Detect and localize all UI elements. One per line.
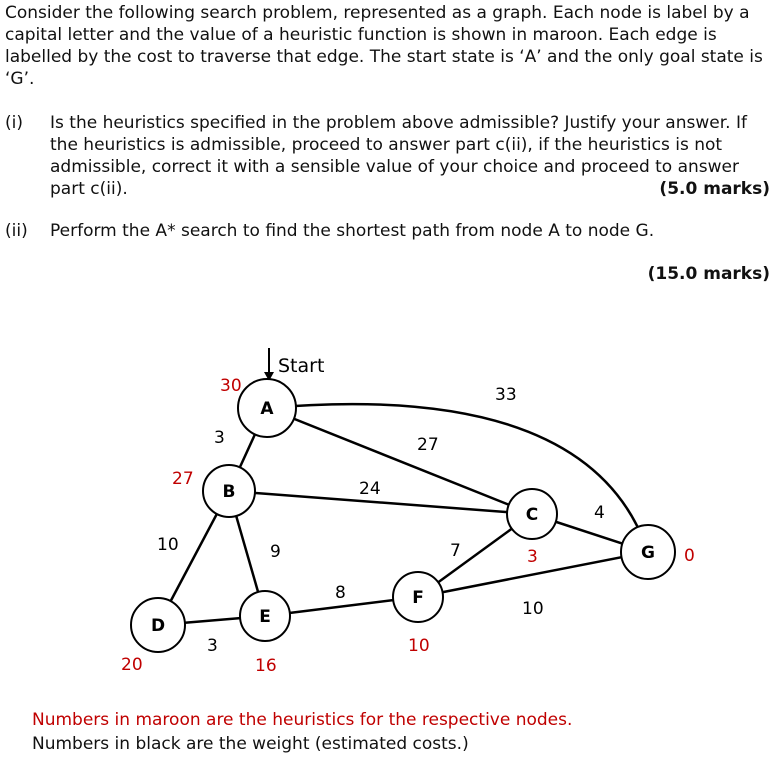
question-i-number: (i) <box>5 113 23 133</box>
edge-a-g <box>267 404 648 552</box>
weight-c-g: 4 <box>594 503 605 523</box>
heuristic-g: 0 <box>684 546 695 566</box>
heuristic-d: 20 <box>121 655 143 675</box>
weight-a-c: 27 <box>417 435 439 455</box>
weight-d-e: 3 <box>207 636 218 656</box>
node-d <box>131 598 185 652</box>
node-f-label: F <box>412 588 424 608</box>
heuristic-b: 27 <box>172 469 194 489</box>
node-e-label: E <box>259 607 271 627</box>
node-a <box>238 379 296 437</box>
heuristic-f: 10 <box>408 636 430 656</box>
question-ii-text: Perform the A* search to find the shortest path from node A to node G. <box>50 221 655 241</box>
node-c-label: C <box>525 505 539 525</box>
problem-intro: Consider the following search problem, represented as a graph. Each node is label by a capital letter and the value of a heuristic function is shown in maroon. Each edge is labelled by the cost to traverse that edge. The start state is ‘A’ and the only goal state is ‘G’. <box>5 3 763 89</box>
node-a-label: A <box>260 399 274 419</box>
weight-f-g: 10 <box>522 599 544 619</box>
question-ii-marks: (15.0 marks) <box>647 264 770 284</box>
weight-a-b: 3 <box>214 428 225 448</box>
legend-weight-note: Numbers in black are the weight (estimated costs.) <box>32 734 469 754</box>
heuristic-c: 3 <box>527 547 538 567</box>
weight-c-f: 7 <box>450 541 461 561</box>
weight-a-g: 33 <box>495 385 517 405</box>
node-g <box>621 525 675 579</box>
start-label: Start <box>278 355 325 377</box>
heuristic-a: 30 <box>220 376 242 396</box>
node-b-label: B <box>222 482 236 502</box>
legend-heuristic-note: Numbers in maroon are the heuristics for the respective nodes. <box>32 710 573 730</box>
weight-b-c: 24 <box>359 479 381 499</box>
node-b <box>203 465 255 517</box>
question-i-marks: (5.0 marks) <box>659 179 770 199</box>
node-g-label: G <box>641 543 655 563</box>
weight-b-d: 10 <box>157 535 179 555</box>
node-c <box>507 489 557 539</box>
weight-b-e: 9 <box>270 542 281 562</box>
question-i-text: Is the heuristics specified in the problem above admissible? Justify your answer. If the heuristics is admissible, proceed to answer part c(ii), if the heuristics is not admissible, correct it with a sensible value of your choice and proceed to answer part c(ii). <box>50 113 747 199</box>
node-e <box>240 591 290 641</box>
question-ii-number: (ii) <box>5 221 28 241</box>
legend <box>32 708 572 756</box>
node-f <box>393 572 443 622</box>
weight-e-f: 8 <box>335 583 346 603</box>
node-d-label: D <box>150 616 166 636</box>
heuristic-e: 16 <box>255 656 277 676</box>
